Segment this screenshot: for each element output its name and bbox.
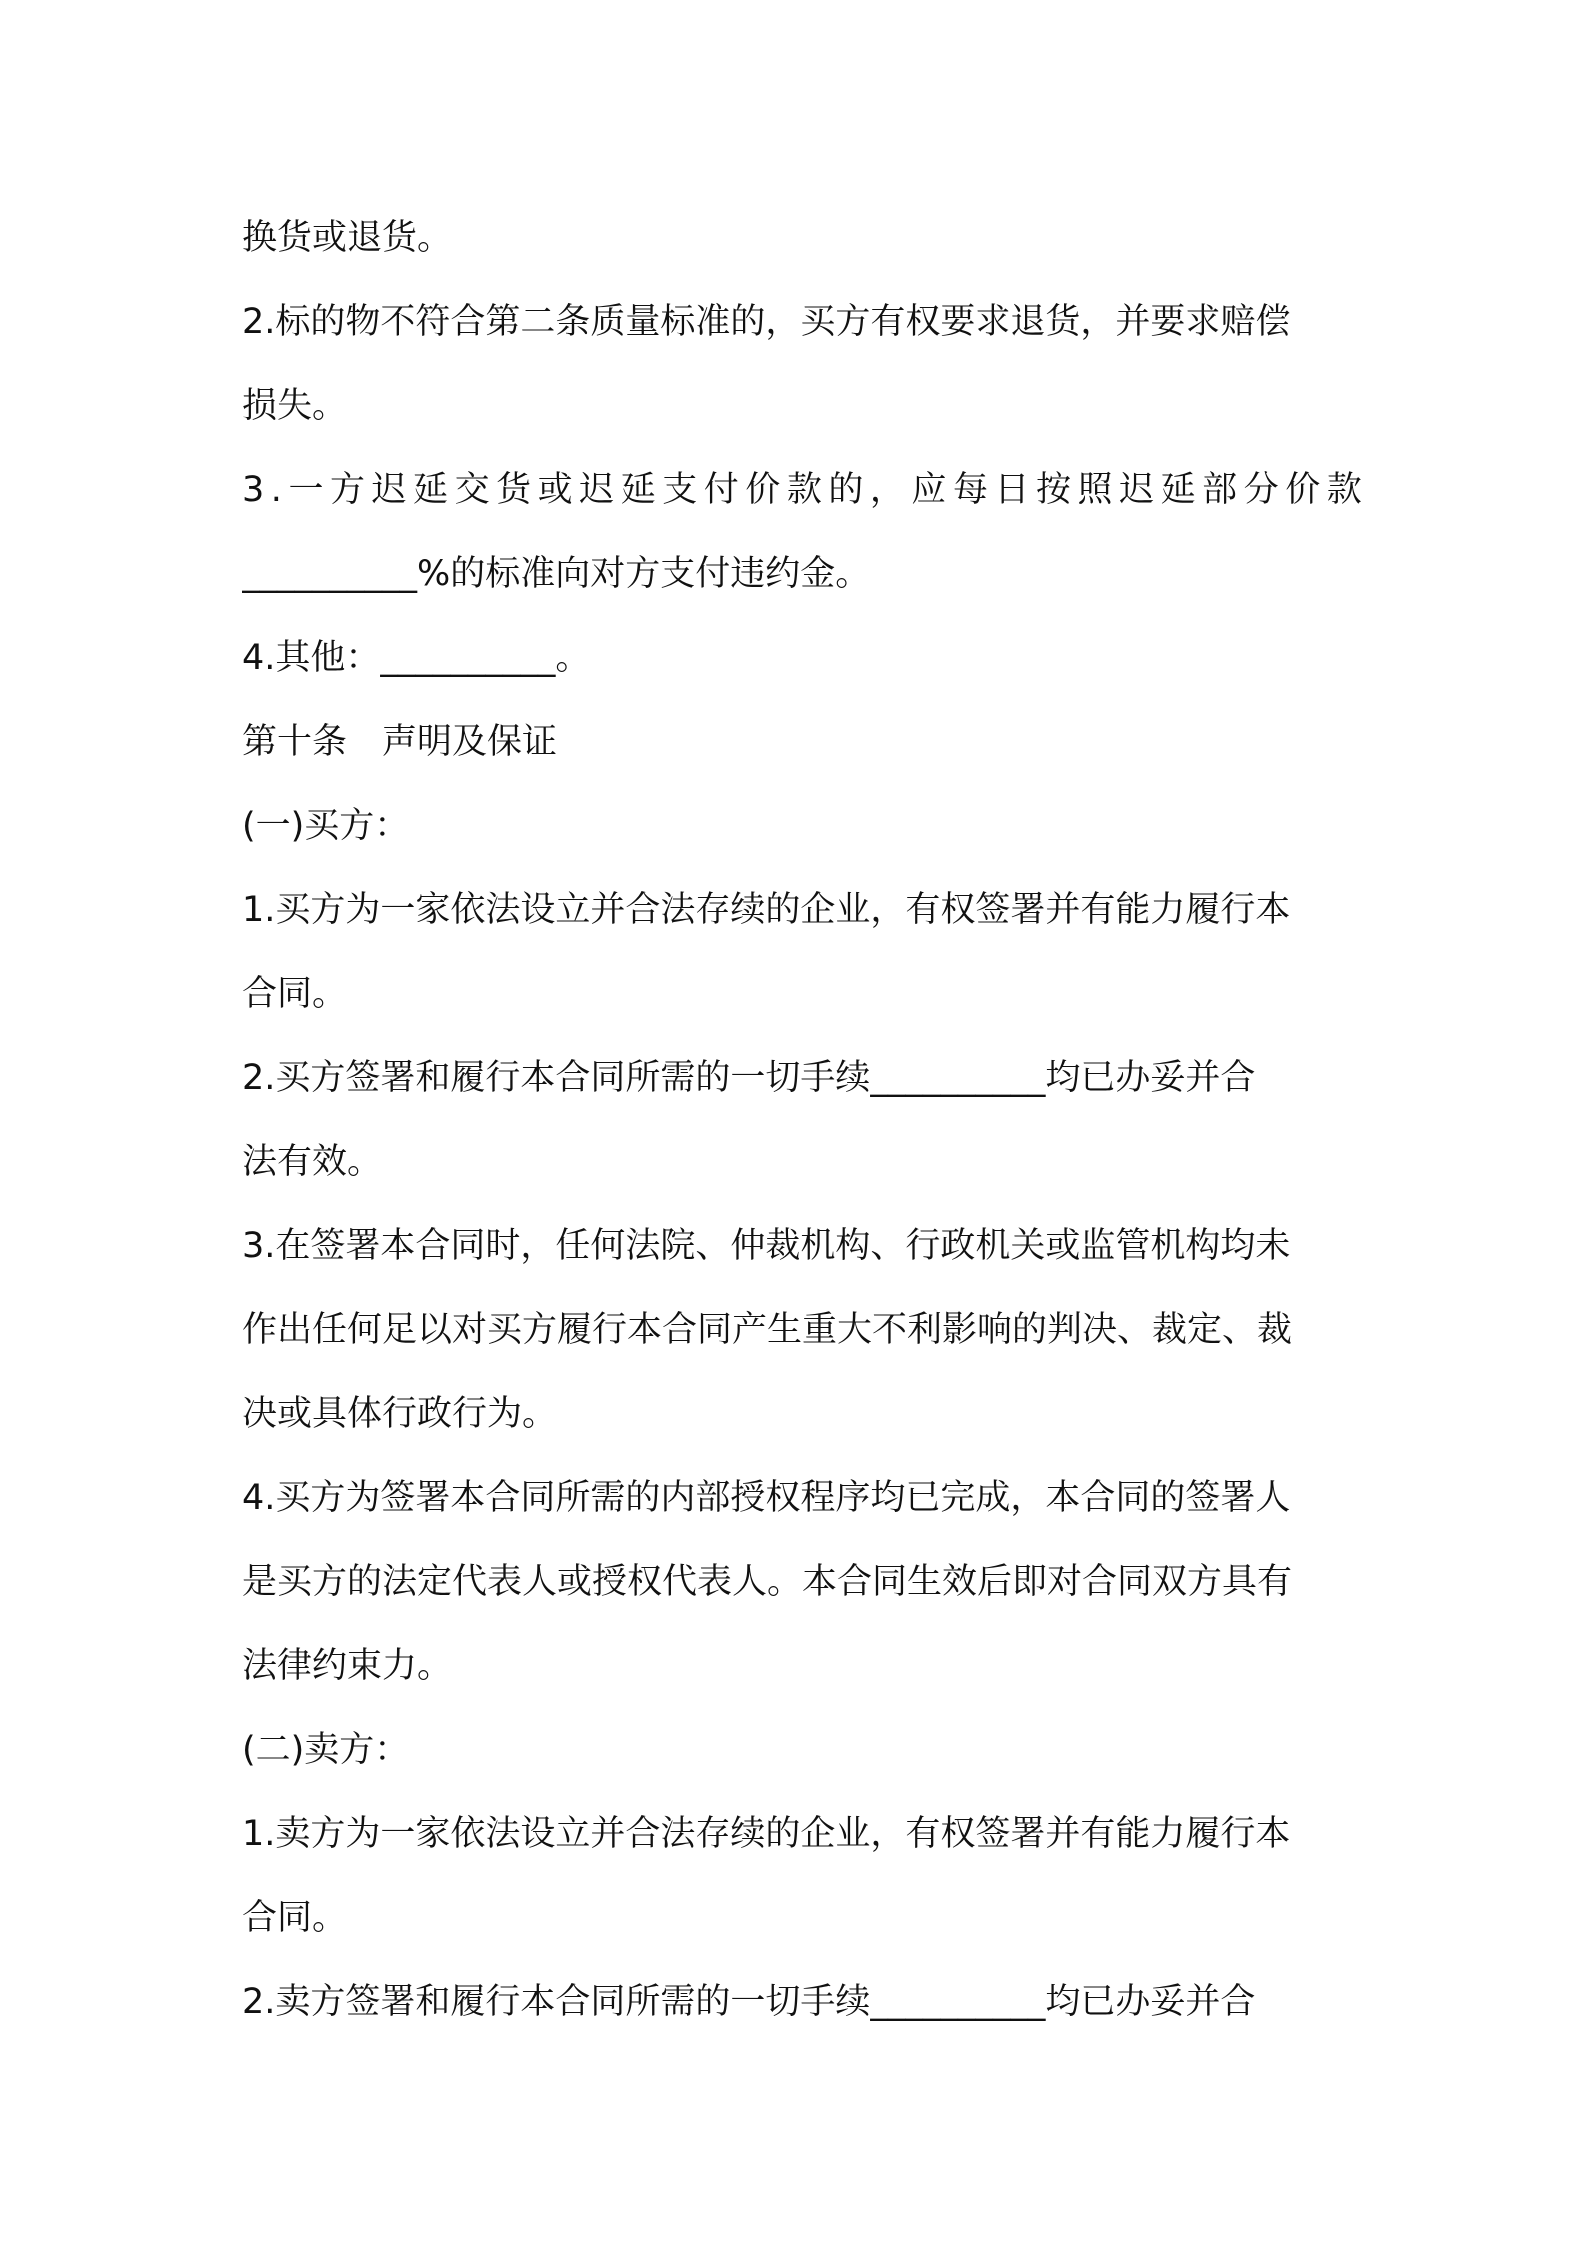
text-char: 付: [703, 470, 739, 510]
text-char: 支: [662, 470, 698, 510]
text-char: 每: [952, 470, 988, 510]
text-char: 应: [911, 470, 947, 510]
section-heading: 第十条 声明及保证: [242, 722, 558, 762]
text-char: 部: [1202, 470, 1238, 510]
subsection-heading: (一)买方：: [242, 806, 410, 846]
text-char: ，: [869, 470, 905, 510]
text-char: 价: [1285, 470, 1321, 510]
text-line: 合同。: [242, 1898, 348, 1938]
document-body: [242, 196, 1362, 2044]
text-char: 分: [1243, 470, 1279, 510]
text-line: 作出任何足以对买方履行本合同产生重大不利影响的判决、裁定、裁: [242, 1310, 1293, 1350]
text-char: 延: [1160, 470, 1196, 510]
text-line: 2.标的物不符合第二条质量标准的，买方有权要求退货，并要求赔偿: [242, 302, 1291, 342]
text-char: 货: [496, 470, 532, 510]
text-char: 日: [994, 470, 1030, 510]
text-line: 1.卖方为一家依法设立并合法存续的企业，有权签署并有能力履行本: [242, 1814, 1291, 1854]
text-line: 2.买方签署和履行本合同所需的一切手续__________均已办妥并合: [242, 1058, 1256, 1098]
text-char: 或: [537, 470, 573, 510]
text-line: 4.其他：__________。: [242, 638, 591, 678]
text-line: 法律约束力。: [242, 1646, 453, 1686]
text-char: 延: [620, 470, 656, 510]
text-line: 是买方的法定代表人或授权代表人。本合同生效后即对合同双方具有: [242, 1562, 1293, 1602]
text-line: 决或具体行政行为。: [242, 1394, 558, 1434]
text-char: 的: [828, 470, 864, 510]
text-char: 迟: [579, 470, 615, 510]
text-char: 按: [1036, 470, 1072, 510]
text-char: 一: [288, 470, 324, 510]
text-char: .: [270, 470, 282, 510]
text-line: __________%的标准向对方支付违约金。: [242, 554, 871, 594]
text-char: 交: [454, 470, 490, 510]
text-line-justified: [242, 448, 1362, 532]
text-line: 法有效。: [242, 1142, 383, 1182]
text-line: 合同。: [242, 974, 348, 1014]
subsection-heading: (二)卖方：: [242, 1730, 410, 1770]
text-line: 3.在签署本合同时，任何法院、仲裁机构、行政机关或监管机构均未: [242, 1226, 1291, 1266]
text-char: 迟: [371, 470, 407, 510]
text-char: 方: [329, 470, 365, 510]
text-line: 2.卖方签署和履行本合同所需的一切手续__________均已办妥并合: [242, 1982, 1256, 2022]
text-line: 损失。: [242, 386, 348, 426]
text-char: 3: [242, 470, 265, 510]
text-char: 款: [1326, 470, 1362, 510]
text-char: 价: [745, 470, 781, 510]
text-char: 迟: [1119, 470, 1155, 510]
text-line: 换货或退货。: [242, 218, 453, 258]
text-char: 延: [413, 470, 449, 510]
text-char: 照: [1077, 470, 1113, 510]
text-char: 款: [786, 470, 822, 510]
text-line: 1.买方为一家依法设立并合法存续的企业，有权签署并有能力履行本: [242, 890, 1291, 930]
text-line: 4.买方为签署本合同所需的内部授权程序均已完成，本合同的签署人: [242, 1478, 1291, 1518]
